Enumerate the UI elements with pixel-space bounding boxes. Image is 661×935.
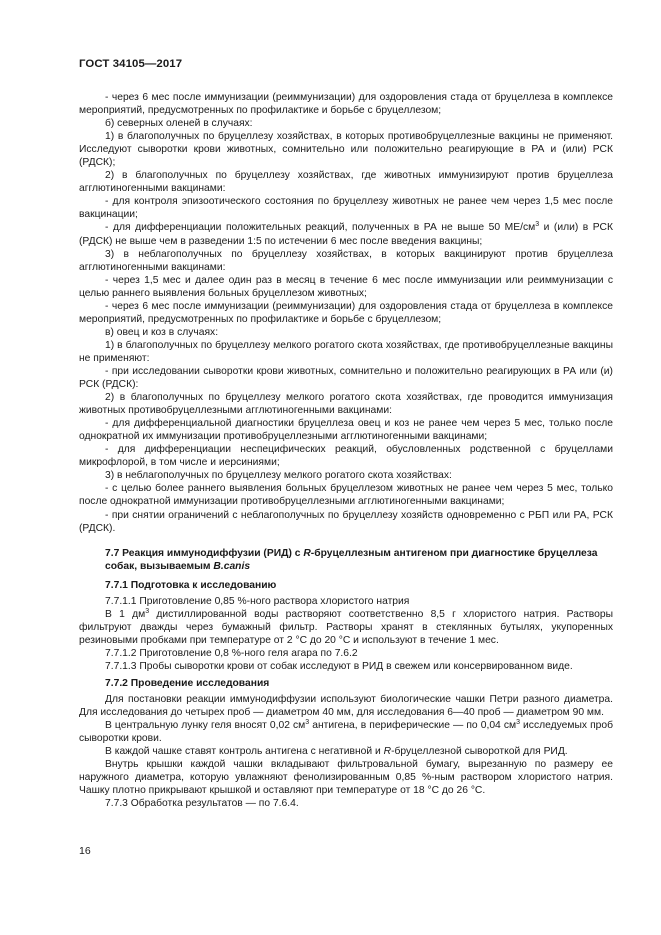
subsection-heading-7-7-1: 7.7.1 Подготовка к исследованию bbox=[105, 579, 277, 591]
paragraph: - через 1,5 мес и далее один раз в месяц в течение 6 мес после иммунизации или реиммунизации с целью раннего выявления больных бруцеллезом животных; bbox=[79, 274, 613, 299]
superscript: 3 bbox=[516, 719, 520, 727]
paragraph: 1) в благополучных по бруцеллезу хозяйствах, в которых противобруцеллезные вакцины не применяют. Исследуют сыворотки крови животных, сомнительно или положительно реагирующие в РА и (или) РСК (РДСК); bbox=[79, 131, 613, 169]
paragraph: 2) в благополучных по бруцеллезу мелкого рогатого скота хозяйствах, где проводится иммунизация животных противобруцеллезными агглютиногенными вакцинами: bbox=[79, 392, 613, 417]
text-run: В центральную лунку геля вносят 0,02 см bbox=[105, 720, 306, 732]
paragraph: - через 6 мес после иммунизации (реиммунизации) для оздоровления стада от бруцеллеза в комплексе мероприятий, предусмотренных по профилактике и борьбе с бруцеллезом; bbox=[79, 300, 613, 325]
paragraph: 7.7.1.2 Приготовление 0,8 %-ного геля агара по 7.6.2 bbox=[105, 647, 358, 659]
paragraph-solution bbox=[79, 608, 613, 647]
text-run: дистиллированной воды растворяют соответственно 8,5 г хлористого натрия. Растворы фильтруют дважды через бумажный фильтр. Растворы хранят в стеклянных бутылях, укупоренных резиновыми пробками при температуре от 2 °С до 20 °С и используют в течение 1 мес. bbox=[79, 608, 614, 646]
paragraph: б) северных оленей в случаях: bbox=[105, 118, 253, 130]
paragraph: - через 6 мес после иммунизации (реиммунизации) для оздоровления стада от бруцеллеза в комплексе мероприятий, предусмотренных по профилактике и борьбе с бруцеллезом; bbox=[79, 92, 613, 117]
italic-letter: R bbox=[303, 547, 311, 559]
superscript: 3 bbox=[145, 607, 150, 615]
paragraph-center-well bbox=[79, 719, 613, 745]
text-run: 7.7 Реакция иммунодиффузии (РИД) с bbox=[105, 547, 304, 559]
paragraph: 3) в неблагополучных по бруцеллезу мелкого рогатого скота хозяйствах: bbox=[105, 470, 452, 482]
paragraph: - для контроля эпизоотического состояния по бруцеллезу животных не ранее чем через 1,5 мес после вакцинации; bbox=[79, 196, 613, 221]
text-run: - для дифференциации положительных реакций, полученных в РА не выше 50 МЕ/см bbox=[105, 222, 536, 234]
paragraph: Для постановки реакции иммунодиффузии используют биологические чашки Петри разного диаметра. Для исследования до четырех проб — диаметром 40 мм, для исследования 6—40 проб — диаметром 90 мм. bbox=[79, 694, 613, 719]
text-run: -бруцеллезным антигеном при диагностике бруцеллеза собак, вызываемым bbox=[105, 547, 598, 572]
section-heading-7-7 bbox=[79, 547, 613, 573]
text-run: В 1 дм bbox=[105, 608, 146, 620]
italic-letter: R bbox=[383, 746, 392, 758]
document-header: ГОСТ 34105—2017 bbox=[79, 58, 183, 70]
paragraph: 7.7.1.3 Пробы сыворотки крови от собак исследуют в РИД в свежем или консервированном виде. bbox=[105, 660, 573, 672]
paragraph: - при исследовании сыворотки крови животных, сомнительно и положительно реагирующих в РА или (и) РСК (РДСК): bbox=[79, 365, 613, 391]
page-number: 16 bbox=[79, 845, 91, 857]
text-run: антигена, в периферические — по 0,04 см bbox=[309, 720, 517, 732]
paragraph: - при снятии ограничений с неблагополучных по бруцеллезу хозяйств одновременно с РБП или РА, РСК (РДСК). bbox=[79, 509, 613, 534]
document-body bbox=[79, 91, 613, 810]
paragraph-differentiation bbox=[79, 221, 613, 247]
paragraph: 7.7.1.1 Приготовление 0,85 %-ного раствора хлористого натрия bbox=[105, 595, 410, 607]
paragraph: - с целью более раннего выявления больных бруцеллезом животных не ранее чем через 5 мес, только после однократной иммунизации противобруцеллезными агглютиногенными вакцинами; bbox=[79, 483, 613, 508]
species-name: B.canis bbox=[213, 560, 251, 572]
text-run: и (или) в РСК (РДСК) не выше чем в разведении 1:5 по истечении 6 мес после введения вакцины; bbox=[79, 222, 613, 247]
paragraph: - для дифференциации неспецифических реакций, обусловленных родственной с бруцеллами микрофлорой, в том числе и иерсиниями; bbox=[79, 444, 613, 469]
paragraph: в) овец и коз в случаях: bbox=[105, 326, 219, 338]
text-run: В каждой чашке ставят контроль антигена с негативной и bbox=[105, 746, 384, 758]
paragraph: 3) в неблагополучных по бруцеллезу хозяйствах, в которых вакцинируют против бруцеллеза агглютиногенными вакцинами: bbox=[79, 248, 613, 273]
text-run: исследуемых проб сыворотки крови. bbox=[79, 720, 613, 745]
text-run: -бруцеллезной сывороткой для РИД. bbox=[391, 746, 568, 758]
paragraph-control bbox=[79, 745, 613, 758]
paragraph: - для дифференциальной диагностики бруцеллеза овец и коз не ранее чем через 5 мес, только после однократной их иммунизации противобруцеллезными агглютиногенными вакцинами; bbox=[79, 418, 613, 443]
superscript: 3 bbox=[535, 221, 540, 229]
paragraph: Внутрь крышки каждой чашки вкладывают фильтровальной бумагу, вырезанную по размеру ее наружного диаметра, которую увлажняют фенолизированным 0,85 %-ным раствором хлористого натрия. Чашку плотно прикрывают крышкой и оставляют при температуре от 18 °С до 26 °С. bbox=[79, 759, 613, 797]
superscript: 3 bbox=[305, 719, 310, 727]
subsection-heading-7-7-2: 7.7.2 Проведение исследования bbox=[105, 678, 270, 690]
paragraph: 1) в благополучных по бруцеллезу мелкого рогатого скота хозяйствах, где противобруцеллезные вакцины не применяют: bbox=[79, 339, 613, 364]
paragraph: 2) в благополучных по бруцеллезу хозяйствах, где животных иммунизируют против бруцеллеза агглютиногенными вакцинами: bbox=[79, 170, 613, 195]
paragraph: 7.7.3 Обработка результатов — по 7.6.4. bbox=[105, 798, 299, 810]
